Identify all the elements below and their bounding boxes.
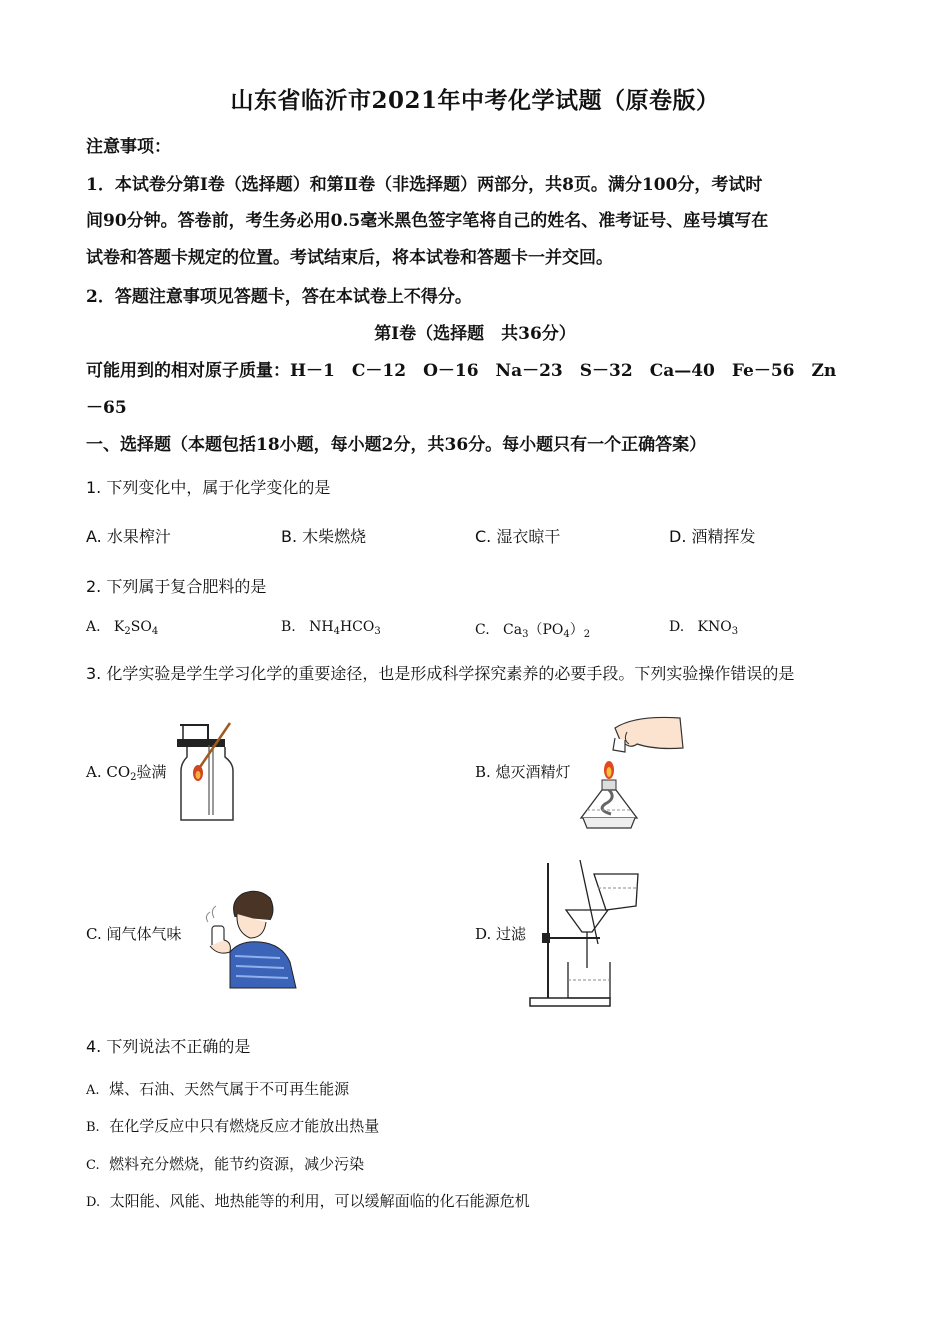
notice-item1-line3: 试卷和答题卡规定的位置。考试结束后，将本试卷和答题卡一并交回。 (86, 248, 613, 268)
page-title: 山东省临沂市2021年中考化学试题（原卷版） (230, 87, 720, 114)
question-3-stem: 3. 化学实验是学生学习化学的重要途径，也是形成科学探究素养的必要手段。下列实验操作错误的是 (86, 664, 795, 683)
q3-option-c-label: C. 闻气体气味 (86, 925, 182, 943)
q3-option-b-label: B. 熄灭酒精灯 (475, 763, 571, 781)
notice-item1-line2: 间90分钟。答卷前，考生务必用0.5毫米黑色签字笔将自己的姓名、准考证号、座号填写在 (86, 211, 769, 231)
q2-option-a: A. $K_2SO_4$ (86, 619, 159, 637)
q4-option-a: A. 煤、石油、天然气属于不可再生能源 (86, 1080, 350, 1098)
alcohol-lamp-figure (575, 710, 690, 835)
q4-option-b: B. 在化学反应中只有燃烧反应才能放出热量 (86, 1117, 380, 1135)
smell-gas-figure (200, 882, 300, 990)
filtration-figure (528, 858, 653, 1013)
q3-option-d-label: D. 过滤 (475, 925, 527, 943)
q1-option-a: A. 水果榨汁 (86, 527, 171, 546)
q1-option-c: C. 湿衣晾干 (475, 527, 561, 546)
q4-option-d: D. 太阳能、风能、地热能等的利用，可以缓解面临的化石能源危机 (86, 1192, 530, 1210)
section-heading: 第Ⅰ卷（选择题 共36分） (374, 324, 576, 344)
q4-option-c: C. 燃料充分燃烧，能节约资源，减少污染 (86, 1155, 365, 1173)
co2-check-figure (175, 715, 250, 825)
notice-item2: 2．答题注意事项见答题卡，答在本试卷上不得分。 (86, 287, 472, 307)
q1-option-d: D. 酒精挥发 (669, 527, 756, 546)
question-1-stem: 1. 下列变化中，属于化学变化的是 (86, 478, 331, 497)
q2-option-c: C. $Ca_3(PO_4)_2$ (475, 622, 591, 640)
q2-option-d: D. $KNO_3$ (669, 619, 739, 637)
question-2-stem: 2. 下列属于复合肥料的是 (86, 577, 267, 596)
atomic-masses-line1: 可能用到的相对原子质量：H－1 C－12 O－16 Na－23 S－32 Ca—40 Fe－56 Zn (86, 361, 837, 381)
question-4-stem: 4. 下列说法不正确的是 (86, 1037, 251, 1056)
notice-item1-line1: 1．本试卷分第Ⅰ卷（选择题）和第Ⅱ卷（非选择题）两部分，共8页。满分100分，考试时 (86, 175, 763, 195)
atomic-masses-line2: －65 (86, 398, 127, 418)
q1-option-b: B. 木柴燃烧 (281, 527, 367, 546)
part-heading: 一、选择题（本题包括18小题，每小题2分，共36分。每小题只有一个正确答案） (86, 435, 707, 455)
q2-option-b: B. $NH_4HCO_3$ (281, 619, 381, 637)
q3-option-a-label: A. $CO_2$验满 (86, 763, 167, 783)
notice-heading: 注意事项： (86, 137, 171, 157)
